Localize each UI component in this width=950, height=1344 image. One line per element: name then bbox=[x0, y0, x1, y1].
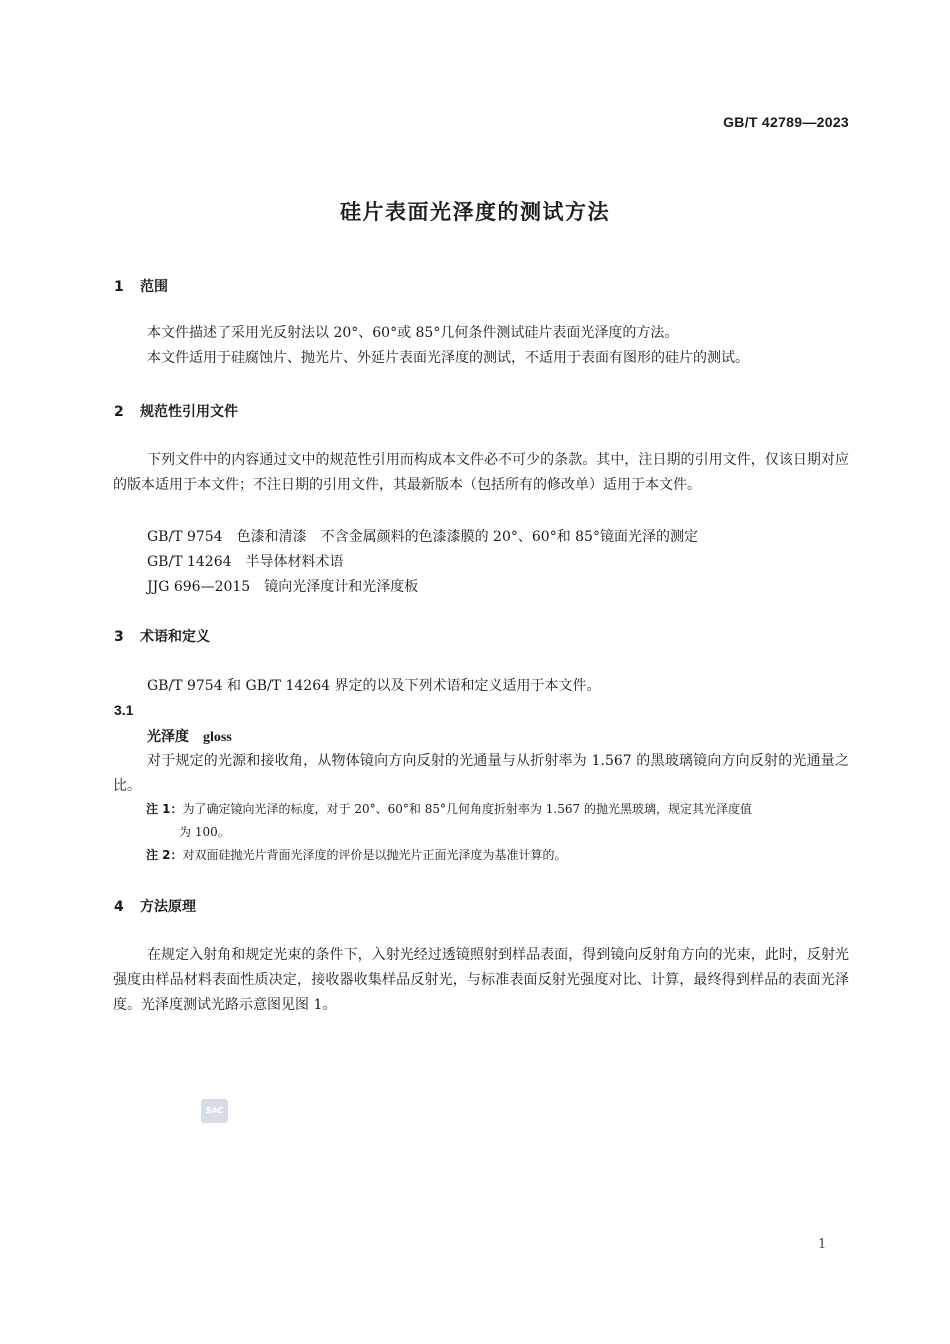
note-2 bbox=[146, 844, 849, 867]
reference-code: JJG 696—2015 bbox=[147, 579, 251, 595]
sac-watermark-logo: SAC bbox=[201, 1099, 228, 1123]
note-text: 对双面硅抛光片背面光泽度的评价是以抛光片正面光泽度为基准计算的。 bbox=[182, 848, 567, 862]
section-1-paragraph-2: 本文件适用于硅腐蚀片、抛光片、外延片表面光泽度的测试，不适用于表面有图形的硅片的测试。 bbox=[147, 350, 749, 366]
section-title: 规范性引用文件 bbox=[140, 404, 238, 420]
reference-subtitle: 不含金属颜料的色漆漆膜的 20°、60°和 85°镜面光泽的测定 bbox=[320, 529, 698, 545]
note-continuation: 为 100。 bbox=[179, 825, 230, 839]
section-3-heading bbox=[114, 626, 210, 646]
reference-title: 色漆和清漆 bbox=[236, 529, 307, 545]
section-4-heading bbox=[114, 896, 196, 916]
note-label: 注 2： bbox=[146, 848, 183, 862]
section-1-heading bbox=[114, 276, 168, 296]
reference-item bbox=[147, 526, 698, 546]
section-number: 3 bbox=[114, 629, 124, 645]
term-english: gloss bbox=[203, 730, 232, 745]
term-entry bbox=[147, 726, 232, 746]
document-title: 硅片表面光泽度的测试方法 bbox=[340, 200, 610, 224]
reference-code: GB/T 9754 bbox=[147, 529, 223, 545]
section-3-paragraph-1: GB/T 9754 和 GB/T 14264 界定的以及下列术语和定义适用于本文件。 bbox=[147, 678, 601, 694]
section-title: 方法原理 bbox=[140, 899, 196, 915]
section-number: 2 bbox=[114, 404, 124, 420]
section-title: 术语和定义 bbox=[140, 629, 210, 645]
reference-item bbox=[147, 576, 418, 596]
section-2-heading bbox=[114, 401, 238, 421]
subsection-number: 3.1 bbox=[114, 702, 134, 718]
section-4-paragraph-1: 在规定入射角和规定光束的条件下，入射光经过透镜照射到样品表面，得到镜向反射角方向的光束，此时，反射光强度由样品材料表面性质决定，接收器收集样品反射光，与标准表面反射光强度对比、计算，最终得到样品的表面光泽度。光泽度测试光路示意图见图 1。 bbox=[113, 947, 849, 1013]
term-definition: 对于规定的光源和接收角，从物体镜向方向反射的光通量与从折射率为 1.567 的黑玻璃镜向方向反射的光通量之比。 bbox=[113, 753, 849, 794]
section-number: 1 bbox=[114, 279, 124, 295]
reference-code: GB/T 14264 bbox=[147, 554, 232, 570]
reference-title: 镜向光泽度计和光泽度板 bbox=[264, 579, 419, 595]
section-title: 范围 bbox=[140, 279, 168, 295]
section-1-paragraph-1: 本文件描述了采用光反射法以 20°、60°或 85°几何条件测试硅片表面光泽度的方法。 bbox=[147, 325, 679, 341]
note-text: 为了确定镜向光泽的标度，对于 20°、60°和 85°几何角度折射率为 1.567 的抛光黑玻璃，规定其光泽度值 bbox=[182, 802, 752, 816]
term-chinese: 光泽度 bbox=[147, 729, 189, 745]
reference-title: 半导体材料术语 bbox=[245, 554, 344, 570]
page-number: 1 bbox=[818, 1237, 827, 1252]
reference-item bbox=[147, 551, 344, 571]
note-label: 注 1： bbox=[146, 802, 183, 816]
note-1 bbox=[146, 798, 849, 844]
section-number: 4 bbox=[114, 899, 124, 915]
section-2-paragraph-1: 下列文件中的内容通过文中的规范性引用而构成本文件必不可少的条款。其中，注日期的引用文件，仅该日期对应的版本适用于本文件；不注日期的引用文件，其最新版本（包括所有的修改单）适用于本文件。 bbox=[113, 452, 849, 493]
document-code: GB/T 42789—2023 bbox=[723, 114, 849, 130]
